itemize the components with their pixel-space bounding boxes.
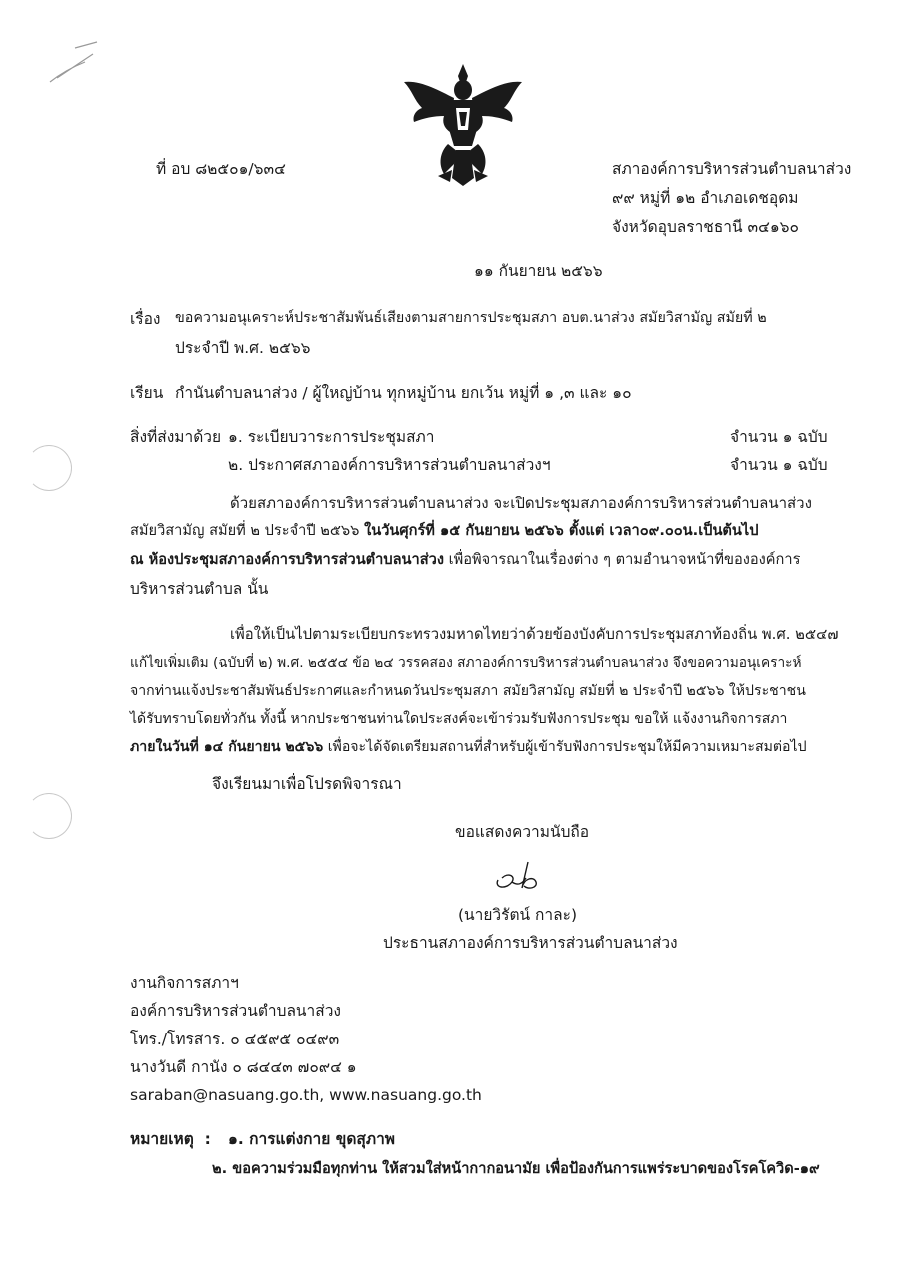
punch-hole-bottom bbox=[26, 793, 72, 839]
addressee-label: เรียน bbox=[130, 384, 164, 402]
garuda-emblem bbox=[398, 60, 528, 190]
enclosure-label: สิ่งที่ส่งมาด้วย bbox=[130, 428, 222, 446]
note-label-text: หมายเหตุ bbox=[130, 1130, 194, 1148]
para1-line3 bbox=[130, 551, 800, 569]
subject-label: เรื่อง bbox=[130, 310, 161, 328]
meeting-date-highlight: ในวันศุกร์ที่ ๑๕ กันยายน ๒๕๖๖ ตั้งแต่ เวลา๐๙.๐๐น.เป็นต้นไป bbox=[364, 522, 759, 539]
signer-title: ประธานสภาองค์การบริหารส่วนตำบลนาส่วง bbox=[383, 934, 678, 952]
para2-line2: แก้ไขเพิ่มเติม (ฉบับที่ ๒) พ.ศ. ๒๕๕๔ ข้อ ๒๔ วรรคสอง สภาองค์การบริหารส่วนตำบลนาส่วง จึงขอความอนุเคราะห์ bbox=[130, 655, 802, 671]
corner-scribble bbox=[45, 40, 105, 90]
para2-line4: ได้รับทราบโดยทั่วกัน ทั้งนี้ หากประชาชนท่านใดประสงค์จะเข้าร่วมรับฟังการประชุม ขอให้ แจ้งงานกิจการสภา bbox=[130, 711, 788, 727]
note-item-1: ๑. การแต่งกาย ขุดสุภาพ bbox=[228, 1130, 395, 1148]
note-item-2: ๒. ขอความร่วมมือทุกท่าน ให้สวมใส่หน้ากากอนามัย เพื่อป้องกันการแพร่ระบาดของโรคโควิด-๑๙ bbox=[212, 1160, 820, 1177]
subject-line2: ประจำปี พ.ศ. ๒๕๖๖ bbox=[175, 339, 311, 357]
para1-line4: บริหารส่วนตำบล นั้น bbox=[130, 580, 269, 598]
contact-organization: องค์การบริหารส่วนตำบลนาส่วง bbox=[130, 1002, 341, 1020]
reference-number: ที่ อบ ๘๒๕๐๑/๖๓๔ bbox=[156, 160, 286, 178]
closing-text: จึงเรียนมาเพื่อโปรดพิจารณา bbox=[212, 775, 402, 793]
enclosure-qty-1: จำนวน ๑ ฉบับ bbox=[730, 428, 828, 446]
punch-hole-top bbox=[26, 445, 72, 491]
para1-line2 bbox=[130, 522, 758, 540]
para2-line5-text: เพื่อจะได้จัดเตรียมสถานที่สำหรับผู้เข้ารับฟังการประชุมให้มีความเหมาะสมต่อไป bbox=[323, 739, 807, 755]
para1-line2-text: สมัยวิสามัญ สมัยที่ ๒ ประจำปี ๒๕๖๖ bbox=[130, 522, 365, 539]
meeting-venue-highlight: ณ ห้องประชุมสภาองค์การบริหารส่วนตำบลนาส่วง bbox=[130, 551, 444, 568]
sender-address-line1: ๙๙ หมู่ที่ ๑๒ อำเภอเดชอุดม bbox=[612, 189, 799, 207]
contact-department: งานกิจการสภาฯ bbox=[130, 974, 239, 992]
regards-text: ขอแสดงความนับถือ bbox=[455, 823, 590, 841]
sender-address-line2: จังหวัดอุบลราชธานี ๓๔๑๖๐ bbox=[612, 218, 799, 236]
para2-line1: เพื่อให้เป็นไปตามระเบียบกระทรวงมหาดไทยว่าด้วยข้องบังคับการประชุมสภาท้องถิ่น พ.ศ. ๒๕๔๗ bbox=[230, 626, 839, 643]
addressee-text: กำนันตำบลนาส่วง / ผู้ใหญ่บ้าน ทุกหมู่บ้าน ยกเว้น หมู่ที่ ๑ ,๓ และ ๑๐ bbox=[175, 384, 632, 402]
sender-name: สภาองค์การบริหารส่วนตำบลนาส่วง bbox=[612, 160, 852, 178]
para1-line3-text: เพื่อพิจารณาในเรื่องต่าง ๆ ตามอำนาจหน้าที่ขององค์การ bbox=[443, 551, 801, 568]
enclosure-item-1: ๑. ระเบียบวาระการประชุมสภา bbox=[228, 428, 435, 446]
para2-line3: จากท่านแจ้งประชาสัมพันธ์ประกาศและกำหนดวันประชุมสภา สมัยวิสามัญ สมัยที่ ๒ ประจำปี ๒๕๖๖ ให้ประชาชน bbox=[130, 683, 806, 699]
letter-date: ๑๑ กันยายน ๒๕๖๖ bbox=[474, 262, 603, 280]
contact-email-website: saraban@nasuang.go.th, www.nasuang.go.th bbox=[130, 1086, 482, 1104]
note-label: หมายเหตุ : bbox=[130, 1130, 211, 1148]
enclosure-item-2: ๒. ประกาศสภาองค์การบริหารส่วนตำบลนาส่วงฯ bbox=[228, 456, 551, 474]
para1-line1: ด้วยสภาองค์การบริหารส่วนตำบลนาส่วง จะเปิดประชุมสภาองค์การบริหารส่วนตำบลนาส่วง bbox=[230, 494, 812, 512]
contact-phone-fax: โทร./โทรสาร. ๐ ๔๕๙๕ ๐๔๙๓ bbox=[130, 1030, 340, 1048]
handwritten-signature bbox=[492, 858, 552, 894]
signer-name: (นายวิรัตน์ กาละ) bbox=[458, 906, 578, 924]
subject-line1: ขอความอนุเคราะห์ประชาสัมพันธ์เสียงตามสายการประชุมสภา อบต.นาส่วง สมัยวิสามัญ สมัยที่ ๒ bbox=[175, 310, 767, 326]
enclosure-qty-2: จำนวน ๑ ฉบับ bbox=[730, 456, 828, 474]
contact-person: นางวันดี กานัง ๐ ๘๔๔๓ ๗๐๙๔ ๑ bbox=[130, 1058, 357, 1076]
para2-line5 bbox=[130, 739, 807, 757]
deadline-highlight: ภายในวันที่ ๑๔ กันยายน ๒๕๖๖ bbox=[130, 739, 324, 755]
